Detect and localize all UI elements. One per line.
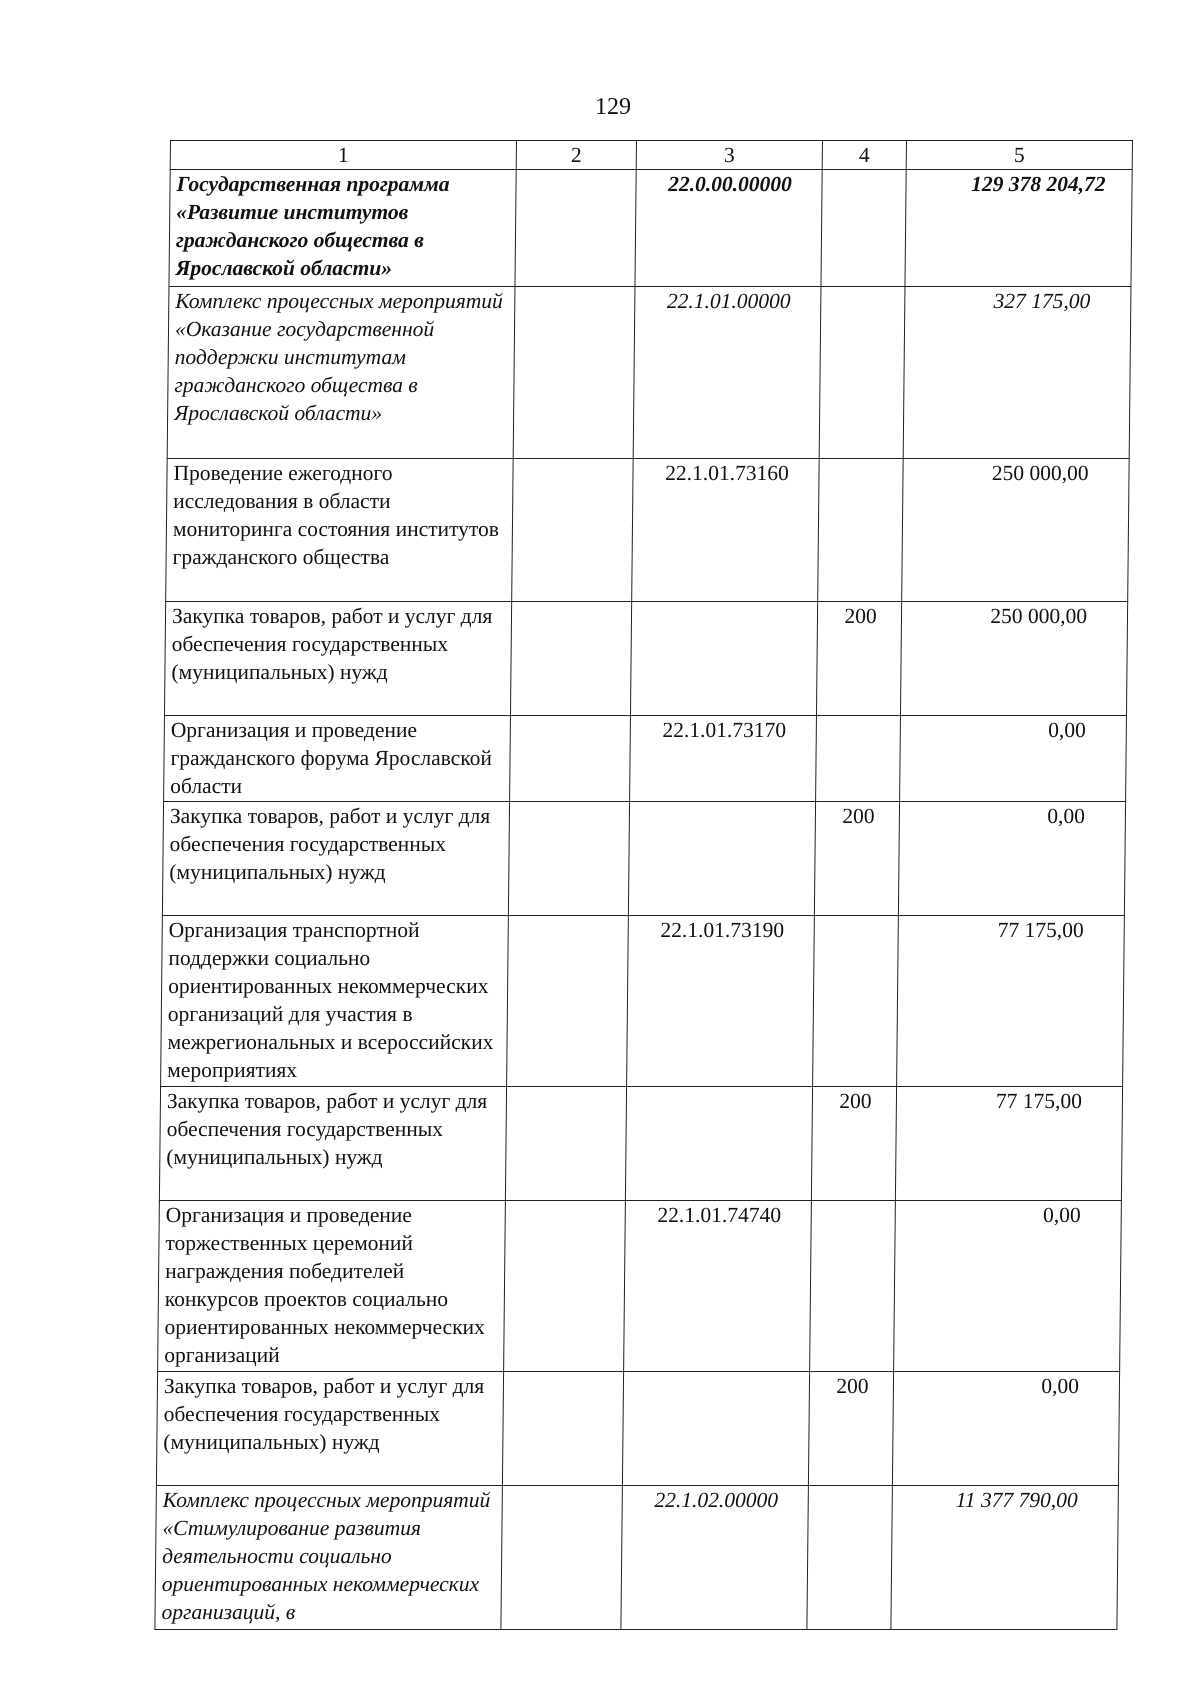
budget-table [154, 140, 1133, 1630]
row-sum: 0,00 [892, 1372, 1119, 1486]
table-row [166, 459, 1129, 602]
row-code: 22.1.01.74740 [624, 1201, 812, 1372]
row-name: Организация и проведение торжественных церемоний награждения победителей конкурсов проектов социально ориентированных некоммерческих организаций [158, 1201, 506, 1372]
row-sum: 0,00 [900, 716, 1127, 802]
row-sum: 11 377 790,00 [891, 1486, 1119, 1630]
row-sum: 0,00 [894, 1201, 1122, 1372]
row-sum: 0,00 [898, 802, 1125, 916]
row-type: 200 [814, 802, 899, 916]
table-row [169, 170, 1132, 287]
row-code: 22.1.02.00000 [621, 1486, 809, 1630]
row-name: Проведение ежегодного исследования в области мониторинга состояния институтов гражданского общества [166, 459, 513, 602]
table-row [164, 716, 1127, 802]
row-type [818, 459, 903, 602]
table-row [162, 802, 1125, 916]
row-code [628, 802, 815, 916]
row-name: Закупка товаров, работ и услуг для обеспечения государственных (муниципальных) нужд [156, 1372, 503, 1486]
row-col2 [508, 802, 629, 916]
table-row [159, 1087, 1122, 1201]
table-row [164, 602, 1127, 716]
row-col2 [505, 1087, 626, 1201]
page-number: 129 [595, 94, 631, 120]
table-row [167, 287, 1131, 459]
row-name: Комплекс процессных мероприятий «Оказание государственной поддержки институтам гражданского общества в Ярославской области» [167, 287, 515, 459]
row-code [630, 602, 817, 716]
row-type: 200 [811, 1087, 896, 1201]
row-col2 [510, 602, 631, 716]
table-row [158, 1201, 1122, 1372]
row-type [816, 716, 901, 802]
table-row [161, 916, 1125, 1087]
row-sum: 327 175,00 [903, 287, 1131, 459]
row-name: Государственная программа «Развитие институтов гражданского общества в Ярославской области» [169, 170, 516, 287]
table-row [156, 1372, 1119, 1486]
row-name: Комплекс процессных мероприятий «Стимулирование развития деятельности социально ориентированных некоммерческих организаций, в [155, 1486, 503, 1630]
row-type: 200 [808, 1372, 893, 1486]
row-col2 [504, 1201, 626, 1372]
column-header: 4 [822, 141, 906, 170]
row-sum: 250 000,00 [900, 602, 1127, 716]
column-header: 2 [516, 141, 636, 170]
row-sum: 77 175,00 [897, 916, 1125, 1087]
row-name: Организация транспортной поддержки социально ориентированных некоммерческих организаций для участия в межрегиональных и всероссийских мероприятиях [161, 916, 509, 1087]
row-code [622, 1372, 809, 1486]
column-header: 1 [170, 141, 516, 170]
row-col2 [502, 1372, 623, 1486]
column-header: 3 [636, 141, 822, 170]
row-code: 22.1.01.00000 [633, 287, 821, 459]
row-code [625, 1087, 812, 1201]
row-col2 [512, 459, 633, 602]
row-type [819, 287, 905, 459]
column-header: 5 [906, 141, 1132, 170]
row-col2 [513, 287, 635, 459]
row-name: Закупка товаров, работ и услуг для обеспечения государственных (муниципальных) нужд [162, 802, 509, 916]
row-sum: 129 378 204,72 [905, 170, 1132, 287]
row-name: Организация и проведение гражданского форума Ярославской области [164, 716, 511, 802]
row-name: Закупка товаров, работ и услуг для обеспечения государственных (муниципальных) нужд [164, 602, 511, 716]
row-type [813, 916, 899, 1087]
row-code: 22.1.01.73190 [627, 916, 815, 1087]
table-row [155, 1486, 1119, 1630]
row-code: 22.1.01.73160 [632, 459, 819, 602]
row-col2 [510, 716, 631, 802]
row-code: 22.0.00.00000 [635, 170, 822, 287]
row-col2 [515, 170, 636, 287]
row-sum: 250 000,00 [902, 459, 1129, 602]
row-type [810, 1201, 896, 1372]
row-type [821, 170, 906, 287]
row-name: Закупка товаров, работ и услуг для обеспечения государственных (муниципальных) нужд [159, 1087, 506, 1201]
row-sum: 77 175,00 [895, 1087, 1122, 1201]
row-col2 [501, 1486, 623, 1630]
row-type: 200 [816, 602, 901, 716]
row-col2 [507, 916, 629, 1087]
row-code: 22.1.01.73170 [630, 716, 817, 802]
row-type [807, 1486, 893, 1630]
table-header-row [170, 141, 1132, 170]
